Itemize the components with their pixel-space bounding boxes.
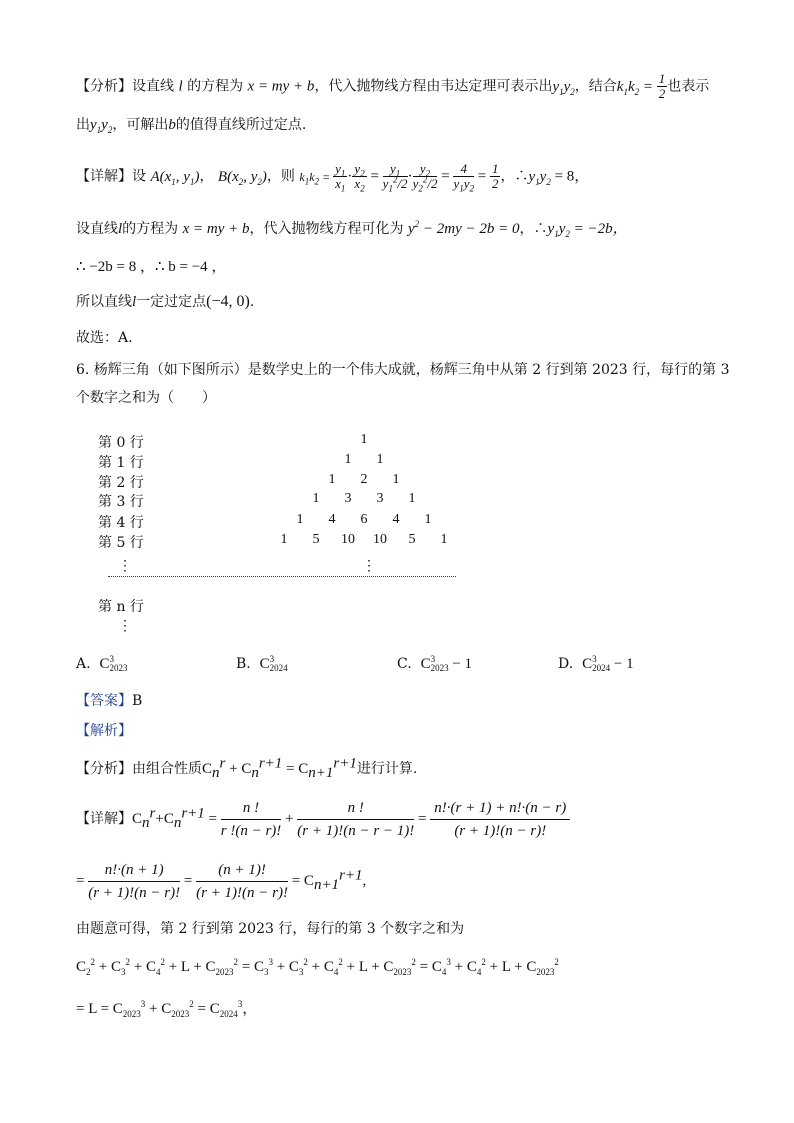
- option-a[interactable]: A. C 3 2023: [76, 654, 128, 673]
- row-label-0: 第 0 行: [98, 435, 144, 451]
- row-label-nth: 第 n 行: [98, 599, 144, 615]
- answer-line: 故选：A.: [76, 330, 133, 346]
- triangle-number: 1: [344, 452, 352, 467]
- analysis-line-2: 出$y_1y_2$，可解出b的值得直线所过定点.: [76, 117, 307, 135]
- triangle-number: 6: [360, 512, 368, 527]
- triangle-number: 5: [408, 532, 416, 547]
- analysis-line-1: 【分析】设直线 l 的方程为 x = my + b，代入抛物线方程由韦达定理可表示出$y_1y_2$，结合$k_1k_2$ = $\frac{1}{2}$ 也表示: [76, 71, 710, 101]
- triangle-number: 10: [341, 532, 355, 547]
- jiexi-tag: 【解析】: [76, 723, 132, 739]
- triangle-number: 1: [408, 491, 416, 506]
- row-label-3: 第 3 行: [98, 494, 144, 510]
- triangle-number: 1: [392, 472, 400, 487]
- fraction-half: $\frac{1}{2}$: [658, 71, 666, 101]
- triangle-number: 2: [360, 472, 368, 487]
- triangle-number: 1: [376, 452, 384, 467]
- option-b[interactable]: B. C 3 2024: [236, 654, 288, 673]
- triangle-number: 3: [376, 491, 384, 506]
- triangle-number: 1: [360, 432, 368, 447]
- triangle-number: 1: [280, 532, 288, 547]
- detail-line-2: 设直线l的方程为 x = my + b，代入抛物线方程可化为 $y^2 - 2my - 2b = 0$，$\therefore y_1y_2 = -2b$，: [76, 219, 628, 239]
- answer-tag-line: 【答案】B: [76, 693, 143, 709]
- row-label-4: 第 4 行: [98, 515, 144, 531]
- triangle-number: 1: [328, 472, 336, 487]
- analysis-2: 【分析】由组合性质$C_n^r + C_n^{r+1} = C_{n+1}^{r+1}$进行计算.: [76, 755, 418, 781]
- option-c[interactable]: C. C 3 2023 − 1: [397, 654, 473, 673]
- triangle-number: 1: [424, 512, 432, 527]
- detail-5-line-1: 【详解】$C_n^r+C_n^{r+1}$ = $\frac{n !}{r !(n - r)!}$ + $\frac{n !}{(r + 1)!(n - r - 1)!}$ = $\frac{n!\cdot(r + 1) + n!\cdot(n - r)}{(r + 1)!(n - r)!}$: [76, 796, 570, 842]
- detail-line-4: 所以直线l一定过定点(−4, 0).: [76, 293, 255, 310]
- detail-line-1: 【详解】设 $A(x_1$, $y_1$)， $B(x_2$, $y_2$)，则 $k_1k_2$ = $\frac{y_1}{x_1}$ · $\frac{y_2}{x_2}$ = $\frac{y_1}{y_1^2/2}$ · $\frac{y_2}{y_2^2/2}$ = $\frac{4}{y_1y_2}$ = $\frac{1}{2}$ ，$\therefore y_1y_2 = 8$，: [76, 161, 590, 194]
- triangle-number: 4: [328, 512, 336, 527]
- triangle-number: 3: [344, 491, 352, 506]
- vertical-ellipsis: ⋮: [362, 559, 376, 574]
- final-line-1: 由题意可得，第 2 行到第 2023 行，每行的第 3 个数字之和为: [76, 921, 465, 937]
- triangle-number: 10: [373, 532, 387, 547]
- triangle-number: 1: [312, 491, 320, 506]
- option-d[interactable]: D. C 3 2024 − 1: [558, 654, 634, 673]
- vertical-ellipsis: ⋮: [118, 619, 132, 634]
- question-6-line-2: 个数字之和为（ ）: [76, 390, 216, 406]
- row-label-2: 第 2 行: [98, 475, 144, 491]
- triangle-number: 5: [312, 532, 320, 547]
- final-line-2: $C_2^2 + C_3^2 + C_4^2 + L + C_{2023}^2 = C_3^3 + C_3^2 + C_4^2 + L + C_{2023}^2 = C_4^3 + C_4^2 + L + C_{2023}^2$: [76, 957, 559, 977]
- triangle-number: 1: [296, 512, 304, 527]
- detail-5-line-2: = $\frac{n!\cdot(n + 1)}{(r + 1)!(n - r)!}$ = $\frac{(n + 1)!}{(r + 1)!(n - r)!}$ = $C_{n+1}^{r+1}$,: [76, 858, 366, 904]
- vertical-ellipsis: ⋮: [118, 559, 132, 574]
- final-line-3: = $L = C_{2023}^3 + C_{2023}^2 = C_{2024}^3$，: [76, 999, 258, 1019]
- question-6-line-1: 6. 杨辉三角（如下图所示）是数学史上的一个伟大成就，杨辉三角中从第 2 行到第 2023 行，每行的第 3: [76, 362, 730, 378]
- detail-line-3: ∴ −2b = 8 ，∴ b = −4 ，: [76, 259, 227, 275]
- dotted-separator: [108, 576, 456, 577]
- triangle-number: 1: [440, 532, 448, 547]
- row-label-5: 第 5 行: [98, 535, 144, 551]
- triangle-number: 4: [392, 512, 400, 527]
- row-label-1: 第 1 行: [98, 455, 144, 471]
